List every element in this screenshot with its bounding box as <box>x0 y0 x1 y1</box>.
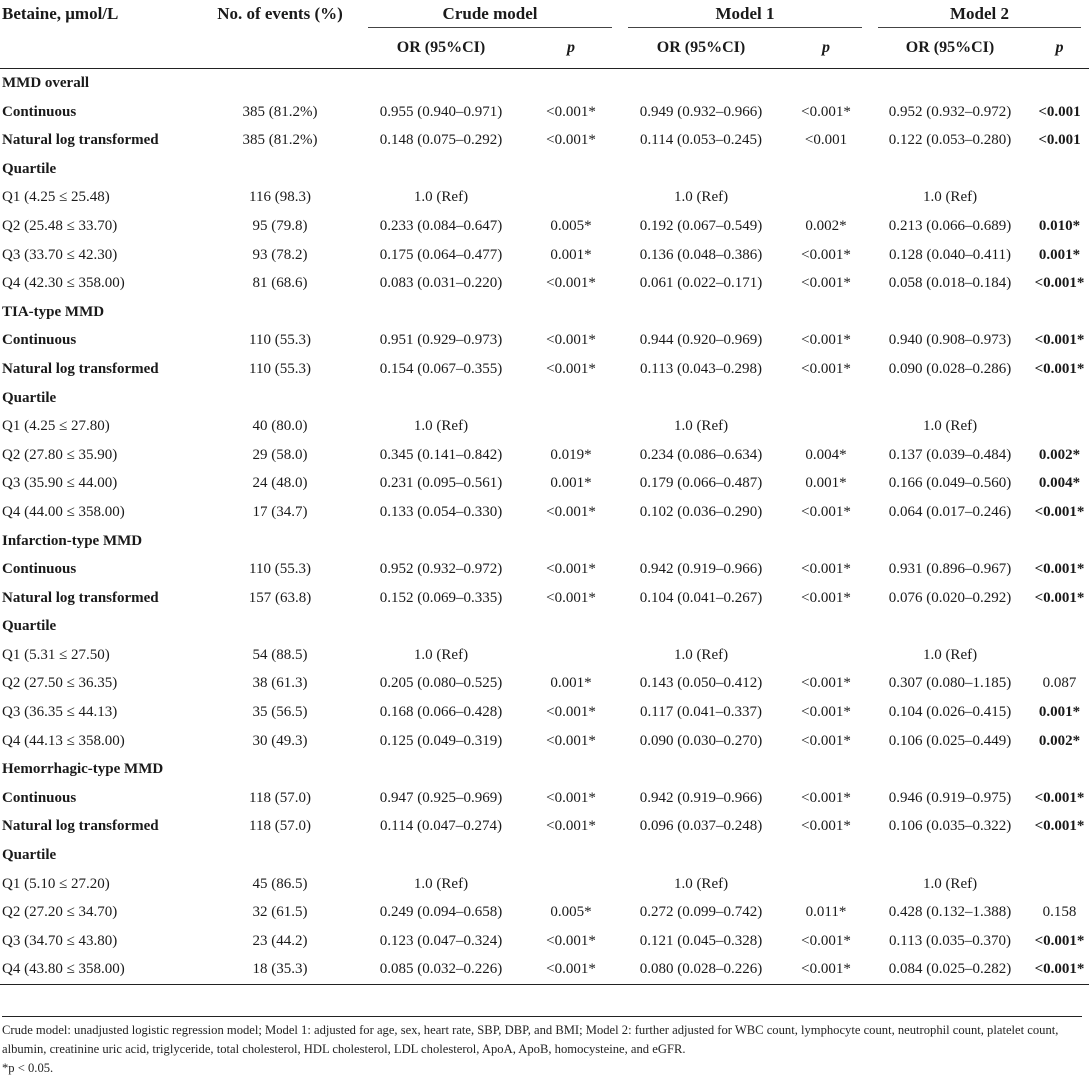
p-crude-cell: <0.001* <box>546 818 596 835</box>
or-crude-cell: 0.123 (0.047–0.324) <box>379 932 503 949</box>
events-cell: 18 (35.3) <box>252 961 308 978</box>
table-row <box>0 441 1089 470</box>
or-model2-cell: 0.946 (0.919–0.975) <box>888 789 1012 806</box>
events-cell: 23 (44.2) <box>252 932 308 949</box>
p-model2-cell: <0.001* <box>1034 275 1085 292</box>
section-row <box>0 155 1089 184</box>
p-crude-cell: 0.001* <box>550 675 592 692</box>
or-model1-cell: 0.192 (0.067–0.549) <box>639 217 763 234</box>
or-model2-cell: 0.104 (0.026–0.415) <box>888 704 1012 721</box>
section-label: TIA-type MMD <box>2 303 105 320</box>
p-crude-cell: <0.001* <box>546 561 596 578</box>
events-cell: 35 (56.5) <box>252 704 308 721</box>
or-model1-cell: 1.0 (Ref) <box>673 646 729 663</box>
row-label: Q2 (27.50 ≤ 36.35) <box>2 675 118 692</box>
row-label: Q2 (27.20 ≤ 34.70) <box>2 904 118 921</box>
table-row <box>0 412 1089 441</box>
row-label: Q3 (33.70 ≤ 42.30) <box>2 246 118 263</box>
or-model2-cell: 0.058 (0.018–0.184) <box>888 275 1012 292</box>
or-crude-cell: 0.951 (0.929–0.973) <box>379 332 503 349</box>
footnote-significance: *p < 0.05. <box>2 1061 54 1075</box>
or-model1-cell: 1.0 (Ref) <box>673 875 729 892</box>
row-label: Q3 (34.70 ≤ 43.80) <box>2 932 118 949</box>
or-model1-cell: 0.942 (0.919–0.966) <box>639 789 763 806</box>
row-label: Q1 (4.25 ≤ 25.48) <box>2 189 110 206</box>
p-model1-cell <box>782 870 870 899</box>
p-model1-cell: <0.001* <box>801 704 851 721</box>
row-label: Q4 (43.80 ≤ 358.00) <box>2 961 125 978</box>
events-cell: 110 (55.3) <box>249 561 311 578</box>
table-row <box>0 870 1089 899</box>
table-row <box>0 784 1089 813</box>
row-label: Q4 (44.13 ≤ 358.00) <box>2 732 125 749</box>
or-crude-cell: 0.955 (0.940–0.971) <box>379 103 503 120</box>
table-row <box>0 269 1089 298</box>
or-model2-cell: 0.128 (0.040–0.411) <box>889 246 1011 263</box>
p-crude-cell: <0.001* <box>546 360 596 377</box>
p-model2-cell: 0.001* <box>1038 704 1081 721</box>
or-crude-cell: 0.175 (0.064–0.477) <box>379 246 503 263</box>
section-row <box>0 69 1089 98</box>
events-cell: 24 (48.0) <box>252 475 308 492</box>
events-cell: 95 (79.8) <box>252 217 308 234</box>
or-model2-cell: 0.113 (0.035–0.370) <box>889 932 1011 949</box>
p-model1-cell: <0.001* <box>801 103 851 120</box>
or-model2-cell: 0.106 (0.035–0.322) <box>888 818 1012 835</box>
events-cell: 45 (86.5) <box>252 875 308 892</box>
or-model2-cell: 0.137 (0.039–0.484) <box>888 446 1012 463</box>
or-model1-cell: 0.272 (0.099–0.742) <box>639 904 763 921</box>
or-crude-cell: 1.0 (Ref) <box>413 418 469 435</box>
row-label: Natural log transformed <box>2 589 159 606</box>
section-row <box>0 384 1089 413</box>
table-row <box>0 183 1089 212</box>
table-row <box>0 498 1089 527</box>
row-label: Q1 (4.25 ≤ 27.80) <box>2 418 110 435</box>
events-cell: 29 (58.0) <box>252 446 308 463</box>
p-model1-cell: 0.002* <box>805 217 847 234</box>
or-model2-cell: 0.122 (0.053–0.280) <box>888 132 1012 149</box>
row-label: Continuous <box>2 789 77 806</box>
p-model2-cell: <0.001* <box>1034 789 1085 806</box>
or-model1-cell: 0.949 (0.932–0.966) <box>639 103 763 120</box>
or-crude-cell: 1.0 (Ref) <box>413 875 469 892</box>
p-model2-cell: <0.001* <box>1034 818 1085 835</box>
p-crude-cell <box>522 412 620 441</box>
p-model1-cell: <0.001* <box>801 246 851 263</box>
p-model1-cell: <0.001* <box>801 275 851 292</box>
p-crude-cell: 0.001* <box>550 246 592 263</box>
or-model1-cell: 0.121 (0.045–0.328) <box>639 932 763 949</box>
p-model2-cell: 0.158 <box>1042 904 1077 921</box>
table-row <box>0 212 1089 241</box>
events-cell: 110 (55.3) <box>249 360 311 377</box>
p-model1-cell: 0.001* <box>805 475 847 492</box>
events-cell: 385 (81.2%) <box>242 103 318 120</box>
or-model1-cell: 0.136 (0.048–0.386) <box>639 246 763 263</box>
table-body <box>0 69 1089 985</box>
p-model2-cell <box>1030 870 1089 899</box>
p-model1-cell: <0.001* <box>801 818 851 835</box>
p-model2-cell: <0.001* <box>1034 561 1085 578</box>
section-row <box>0 841 1089 870</box>
table-header <box>0 0 1089 69</box>
p-crude-cell: <0.001* <box>546 132 596 149</box>
table-row <box>0 641 1089 670</box>
p-crude-cell: 0.019* <box>550 446 592 463</box>
p-crude-cell: 0.001* <box>550 475 592 492</box>
row-label: Natural log transformed <box>2 360 159 377</box>
section-label: Quartile <box>2 389 57 406</box>
or-model2-cell: 1.0 (Ref) <box>922 418 978 435</box>
or-model1-cell: 0.104 (0.041–0.267) <box>639 589 763 606</box>
or-model1-cell: 0.090 (0.030–0.270) <box>639 732 763 749</box>
or-crude-cell: 0.114 (0.047–0.274) <box>380 818 502 835</box>
row-label: Continuous <box>2 561 77 578</box>
or-crude-cell: 0.947 (0.925–0.969) <box>379 789 503 806</box>
p-model2-cell: 0.002* <box>1038 446 1081 463</box>
or-model1-cell: 0.944 (0.920–0.969) <box>639 332 763 349</box>
events-cell: 40 (80.0) <box>252 418 308 435</box>
or-model2-cell: 1.0 (Ref) <box>922 875 978 892</box>
or-model1-cell: 0.113 (0.043–0.298) <box>640 360 762 377</box>
p-model2-cell: 0.001* <box>1038 246 1081 263</box>
or-model1-cell: 0.143 (0.050–0.412) <box>639 675 763 692</box>
p-model2-cell: <0.001* <box>1034 332 1085 349</box>
p-crude-cell <box>522 641 620 670</box>
or-model2-cell: 0.064 (0.017–0.246) <box>888 503 1012 520</box>
section-label: Quartile <box>2 618 57 635</box>
p-crude-cell: <0.001* <box>546 704 596 721</box>
row-label: Q2 (27.80 ≤ 35.90) <box>2 446 118 463</box>
p-model1-cell: <0.001* <box>801 503 851 520</box>
header-model-1: Model 1 <box>620 0 870 28</box>
table-row <box>0 241 1089 270</box>
p-crude-cell: <0.001* <box>546 275 596 292</box>
table-row <box>0 584 1089 613</box>
table-row <box>0 126 1089 155</box>
p-model2-cell <box>1030 641 1089 670</box>
row-label: Continuous <box>2 332 77 349</box>
row-label: Q3 (35.90 ≤ 44.00) <box>2 475 118 492</box>
p-model1-cell <box>782 641 870 670</box>
or-crude-cell: 0.148 (0.075–0.292) <box>379 132 503 149</box>
or-model2-cell: 1.0 (Ref) <box>922 189 978 206</box>
row-label: Q4 (42.30 ≤ 358.00) <box>2 275 125 292</box>
p-model1-cell: <0.001* <box>801 732 851 749</box>
p-crude-cell <box>522 870 620 899</box>
or-model2-cell: 0.213 (0.066–0.689) <box>888 217 1012 234</box>
p-model2-cell <box>1030 183 1089 212</box>
p-crude-cell: <0.001* <box>546 932 596 949</box>
or-crude-cell: 0.231 (0.095–0.561) <box>379 475 503 492</box>
section-row <box>0 755 1089 784</box>
table-row <box>0 698 1089 727</box>
p-model2-cell: <0.001* <box>1034 961 1085 978</box>
header-events: No. of events (%) <box>217 4 343 23</box>
or-model2-cell: 0.307 (0.080–1.185) <box>888 675 1012 692</box>
table-row <box>0 955 1089 984</box>
events-cell: 118 (57.0) <box>249 789 311 806</box>
table-row <box>0 927 1089 956</box>
or-model2-cell: 0.090 (0.028–0.286) <box>888 360 1012 377</box>
or-model2-cell: 0.952 (0.932–0.972) <box>888 103 1012 120</box>
row-label: Natural log transformed <box>2 132 159 149</box>
or-crude-cell: 0.154 (0.067–0.355) <box>379 360 503 377</box>
or-crude-cell: 1.0 (Ref) <box>413 646 469 663</box>
p-model2-cell: 0.004* <box>1038 475 1081 492</box>
section-row <box>0 527 1089 556</box>
p-model2-cell: 0.010* <box>1038 217 1081 234</box>
section-label: Quartile <box>2 847 57 864</box>
row-label: Continuous <box>2 103 77 120</box>
p-model2-cell: <0.001* <box>1034 360 1085 377</box>
events-cell: 110 (55.3) <box>249 332 311 349</box>
section-label: Infarction-type MMD <box>2 532 143 549</box>
p-model2-cell: <0.001* <box>1034 932 1085 949</box>
or-model1-cell: 0.942 (0.919–0.966) <box>639 561 763 578</box>
events-cell: 54 (88.5) <box>252 646 308 663</box>
table-row <box>0 812 1089 841</box>
events-cell: 38 (61.3) <box>252 675 308 692</box>
or-model1-cell: 1.0 (Ref) <box>673 418 729 435</box>
or-crude-cell: 0.133 (0.054–0.330) <box>379 503 503 520</box>
p-model1-cell: <0.001* <box>801 360 851 377</box>
section-row <box>0 298 1089 327</box>
footnote-models: Crude model: unadjusted logistic regression model; Model 1: adjusted for age, sex, heart rate, SBP, DBP, and BMI; Model 2: further adjusted for WBC count, lymphocyte count, neutrophil count, platelet count, albumin, creatinine uric acid, triglyceride, total cholesterol, HDL cholesterol, LDL cholesterol, ApoA, ApoB, homocysteine, and eGFR. <box>2 1023 1059 1056</box>
p-model1-cell: 0.011* <box>805 904 847 921</box>
events-cell: 93 (78.2) <box>252 246 308 263</box>
p-crude-cell: <0.001* <box>546 732 596 749</box>
or-model2-cell: 1.0 (Ref) <box>922 646 978 663</box>
p-crude-cell: <0.001* <box>546 103 596 120</box>
or-model2-cell: 0.428 (0.132–1.388) <box>888 904 1012 921</box>
events-cell: 81 (68.6) <box>252 275 308 292</box>
p-crude-cell <box>522 183 620 212</box>
p-model1-cell: <0.001* <box>801 961 851 978</box>
or-model1-cell: 0.179 (0.066–0.487) <box>639 475 763 492</box>
p-model2-cell: <0.001* <box>1034 589 1085 606</box>
header-p-model1: p <box>822 39 831 56</box>
p-model1-cell: <0.001* <box>801 561 851 578</box>
p-model2-cell: 0.087 <box>1042 675 1077 692</box>
or-model1-cell: 0.117 (0.041–0.337) <box>640 704 762 721</box>
p-model1-cell <box>782 412 870 441</box>
p-model2-cell: <0.001 <box>1038 103 1081 120</box>
section-row <box>0 612 1089 641</box>
table-row <box>0 98 1089 127</box>
section-label: MMD overall <box>2 75 90 91</box>
or-model2-cell: 0.076 (0.020–0.292) <box>888 589 1012 606</box>
p-crude-cell: <0.001* <box>546 503 596 520</box>
header-or-model2: OR (95%CI) <box>905 39 995 56</box>
p-crude-cell: <0.001* <box>546 961 596 978</box>
table-notes <box>2 1016 1082 1078</box>
table-row <box>0 326 1089 355</box>
table-row <box>0 898 1089 927</box>
row-label: Q2 (25.48 ≤ 33.70) <box>2 217 118 234</box>
or-crude-cell: 0.345 (0.141–0.842) <box>379 446 503 463</box>
or-model1-cell: 0.102 (0.036–0.290) <box>639 503 763 520</box>
or-crude-cell: 0.085 (0.032–0.226) <box>379 961 503 978</box>
section-label: Quartile <box>2 160 57 177</box>
or-model1-cell: 0.234 (0.086–0.634) <box>639 446 763 463</box>
or-model2-cell: 0.940 (0.908–0.973) <box>888 332 1012 349</box>
p-model1-cell <box>782 183 870 212</box>
header-crude-model: Crude model <box>360 0 620 28</box>
p-model2-cell: <0.001* <box>1034 503 1085 520</box>
header-p-crude: p <box>567 39 575 56</box>
events-cell: 32 (61.5) <box>252 904 308 921</box>
table-row <box>0 469 1089 498</box>
p-crude-cell: <0.001* <box>546 589 596 606</box>
p-model1-cell: <0.001 <box>804 132 848 149</box>
row-label: Q4 (44.00 ≤ 358.00) <box>2 503 125 520</box>
events-cell: 17 (34.7) <box>252 503 308 520</box>
table-row <box>0 727 1089 756</box>
events-cell: 118 (57.0) <box>249 818 311 835</box>
p-model1-cell: <0.001* <box>801 789 851 806</box>
or-crude-cell: 0.952 (0.932–0.972) <box>379 561 503 578</box>
or-model2-cell: 0.106 (0.025–0.449) <box>888 732 1012 749</box>
or-crude-cell: 0.125 (0.049–0.319) <box>379 732 503 749</box>
events-cell: 30 (49.3) <box>252 732 308 749</box>
table-row <box>0 555 1089 584</box>
p-model1-cell: 0.004* <box>805 446 847 463</box>
p-model2-cell <box>1030 412 1089 441</box>
or-crude-cell: 0.168 (0.066–0.428) <box>379 704 503 721</box>
p-crude-cell: 0.005* <box>550 904 592 921</box>
header-betaine: Betaine, μmol/L <box>2 4 119 23</box>
header-or-crude: OR (95%CI) <box>396 39 486 56</box>
header-model-2: Model 2 <box>870 0 1089 28</box>
header-or-model1: OR (95%CI) <box>656 39 746 56</box>
or-model2-cell: 0.166 (0.049–0.560) <box>888 475 1012 492</box>
row-label: Natural log transformed <box>2 818 159 835</box>
p-model1-cell: <0.001* <box>801 589 851 606</box>
or-crude-cell: 0.249 (0.094–0.658) <box>379 904 503 921</box>
p-model1-cell: <0.001* <box>801 932 851 949</box>
or-crude-cell: 0.233 (0.084–0.647) <box>379 217 503 234</box>
row-label: Q1 (5.31 ≤ 27.50) <box>2 646 110 663</box>
table-row <box>0 355 1089 384</box>
or-model1-cell: 0.096 (0.037–0.248) <box>639 818 763 835</box>
section-label: Hemorrhagic-type MMD <box>2 761 164 778</box>
or-crude-cell: 1.0 (Ref) <box>413 189 469 206</box>
events-cell: 385 (81.2%) <box>242 132 318 149</box>
or-model2-cell: 0.084 (0.025–0.282) <box>888 961 1012 978</box>
p-model1-cell: <0.001* <box>801 332 851 349</box>
p-model2-cell: <0.001 <box>1038 132 1081 149</box>
or-model1-cell: 1.0 (Ref) <box>673 189 729 206</box>
table-row <box>0 669 1089 698</box>
header-p-model2: p <box>1055 39 1064 56</box>
or-model1-cell: 0.080 (0.028–0.226) <box>639 961 763 978</box>
p-model2-cell: 0.002* <box>1038 732 1081 749</box>
or-model1-cell: 0.114 (0.053–0.245) <box>640 132 762 149</box>
p-crude-cell: <0.001* <box>546 332 596 349</box>
or-crude-cell: 0.205 (0.080–0.525) <box>379 675 503 692</box>
or-crude-cell: 0.152 (0.069–0.335) <box>379 589 503 606</box>
row-label: Q3 (36.35 ≤ 44.13) <box>2 704 118 721</box>
p-model1-cell: <0.001* <box>801 675 851 692</box>
p-crude-cell: 0.005* <box>550 217 592 234</box>
row-label: Q1 (5.10 ≤ 27.20) <box>2 875 110 892</box>
events-cell: 157 (63.8) <box>248 589 312 606</box>
p-crude-cell: <0.001* <box>546 789 596 806</box>
or-model1-cell: 0.061 (0.022–0.171) <box>639 275 763 292</box>
or-model2-cell: 0.931 (0.896–0.967) <box>888 561 1012 578</box>
or-crude-cell: 0.083 (0.031–0.220) <box>379 275 503 292</box>
events-cell: 116 (98.3) <box>249 189 311 206</box>
